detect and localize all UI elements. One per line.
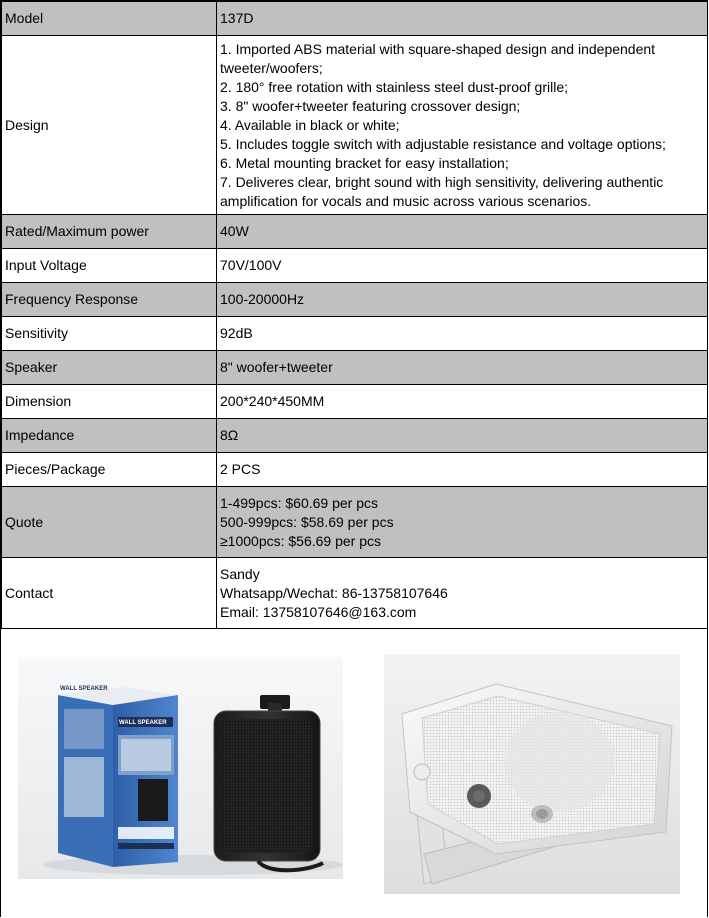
box-label-front: WALL SPEAKER: [119, 720, 167, 726]
spec-label: Rated/Maximum power: [2, 215, 217, 249]
spec-label: Dimension: [2, 385, 217, 419]
spec-value: [217, 558, 708, 629]
spec-label: Sensitivity: [2, 317, 217, 351]
spec-value: 137D: [217, 2, 708, 36]
spec-row-package: [2, 453, 708, 487]
spec-value: [217, 487, 708, 558]
quote-line: ≥1000pcs: $56.69 per pcs: [220, 532, 382, 549]
contact-phone: Whatsapp/Wechat: 86-13758107646: [220, 584, 448, 601]
spec-label: Impedance: [2, 419, 217, 453]
spec-value: 40W: [217, 215, 708, 249]
quote-line: 500-999pcs: $58.69 per pcs: [220, 513, 394, 530]
product-photo-white-speaker: [384, 654, 680, 894]
spec-value: 100-20000Hz: [217, 283, 708, 317]
quote-line: 1-499pcs: $60.69 per pcs: [220, 494, 378, 511]
spec-value: 92dB: [217, 317, 708, 351]
spec-value: 70V/100V: [217, 249, 708, 283]
spec-value: [217, 36, 708, 215]
box-label: WALL SPEAKER: [60, 686, 108, 692]
design-line: 7. Deliveres clear, bright sound with high sensitivity, delivering authentic amplification for vocals and music across various scenarios.: [220, 173, 668, 209]
design-line: 4. Available in black or white;: [220, 116, 400, 133]
product-photo-black-speaker-with-box: [18, 657, 343, 879]
design-line: 6. Metal mounting bracket for easy installation;: [220, 154, 509, 171]
spec-row-power: [2, 215, 708, 249]
spec-row-speaker: [2, 351, 708, 385]
spec-label: Frequency Response: [2, 283, 217, 317]
spec-row-frequency: [2, 283, 708, 317]
design-line: 1. Imported ABS material with square-shaped design and independent tweeter/woofers;: [220, 40, 659, 76]
spec-row-design: [2, 36, 708, 215]
spec-label: Model: [2, 2, 217, 36]
design-line: 2. 180° free rotation with stainless steel dust-proof grille;: [220, 78, 568, 95]
spec-value: 8" woofer+tweeter: [217, 351, 708, 385]
spec-row-quote: [2, 487, 708, 558]
contact-name: Sandy: [220, 565, 260, 582]
spec-row-sensitivity: [2, 317, 708, 351]
design-line: 3. 8" woofer+tweeter featuring crossover design;: [220, 97, 521, 114]
spec-value: 200*240*450MM: [217, 385, 708, 419]
spec-row-model: [2, 2, 708, 36]
spec-row-dimension: [2, 385, 708, 419]
spec-label: Speaker: [2, 351, 217, 385]
spec-value: 2 PCS: [217, 453, 708, 487]
spec-label: Input Voltage: [2, 249, 217, 283]
spec-row-contact: [2, 558, 708, 629]
spec-row-voltage: [2, 249, 708, 283]
spec-label: Pieces/Package: [2, 453, 217, 487]
spec-table: [1, 1, 708, 629]
product-photos: [1, 629, 707, 917]
spec-label: Contact: [2, 558, 217, 629]
spec-row-impedance: [2, 419, 708, 453]
design-line: 5. Includes toggle switch with adjustable resistance and voltage options;: [220, 135, 666, 152]
spec-value: 8Ω: [217, 419, 708, 453]
spec-label: Design: [2, 36, 217, 215]
contact-email: Email: 13758107646@163.com: [220, 603, 417, 620]
spec-label: Quote: [2, 487, 217, 558]
